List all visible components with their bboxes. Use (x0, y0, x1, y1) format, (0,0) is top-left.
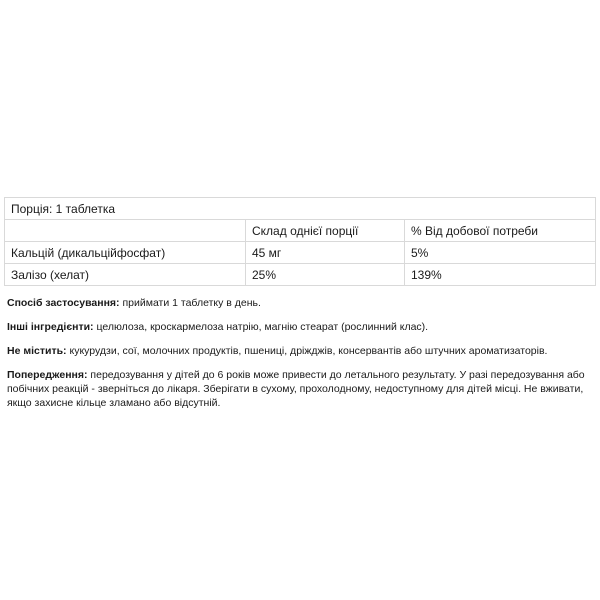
table-header-row (5, 220, 596, 242)
table-row (5, 242, 596, 264)
nutrient-amount: 25% (246, 264, 405, 286)
free-from-label: Не містить: (7, 345, 67, 357)
usage-text: приймати 1 таблетку в день. (119, 297, 261, 309)
free-from-text: кукурудзи, сої, молочних продуктів, пшениці, дріжджів, консервантів або штучних ароматизаторів. (66, 345, 548, 357)
usage-note (7, 296, 593, 310)
warning-note (7, 368, 593, 410)
header-nutrient (5, 220, 246, 242)
warning-label: Попередження: (7, 369, 88, 381)
serving-size-row (5, 198, 596, 220)
table-row (5, 264, 596, 286)
header-amount: Склад однієї порції (246, 220, 405, 242)
usage-label: Спосіб застосування: (7, 297, 120, 309)
nutrient-name: Залізо (хелат) (5, 264, 246, 286)
nutrient-daily-value: 5% (405, 242, 596, 264)
ingredients-note (7, 320, 593, 334)
nutrient-daily-value: 139% (405, 264, 596, 286)
free-from-note (7, 344, 593, 358)
nutrient-name: Кальцій (дикальційфосфат) (5, 242, 246, 264)
ingredients-label: Інші інгредієнти: (7, 321, 94, 333)
ingredients-text: целюлоза, кроскармелоза натрію, магнію стеарат (рослинний клас). (93, 321, 429, 333)
serving-size: Порція: 1 таблетка (5, 198, 596, 220)
product-notes (7, 296, 593, 420)
supplement-facts-table (4, 197, 596, 286)
nutrient-amount: 45 мг (246, 242, 405, 264)
header-daily-value: % Від добової потреби (405, 220, 596, 242)
warning-text: передозування у дітей до 6 років може привести до летального результату. У разі передозування або побічних реакцій - зверніться до лікаря. Зберігати в сухому, прохолодному, недоступному для дітей місці. Не вживати, якщо захисне кільце зламано або відсутній. (7, 369, 585, 409)
